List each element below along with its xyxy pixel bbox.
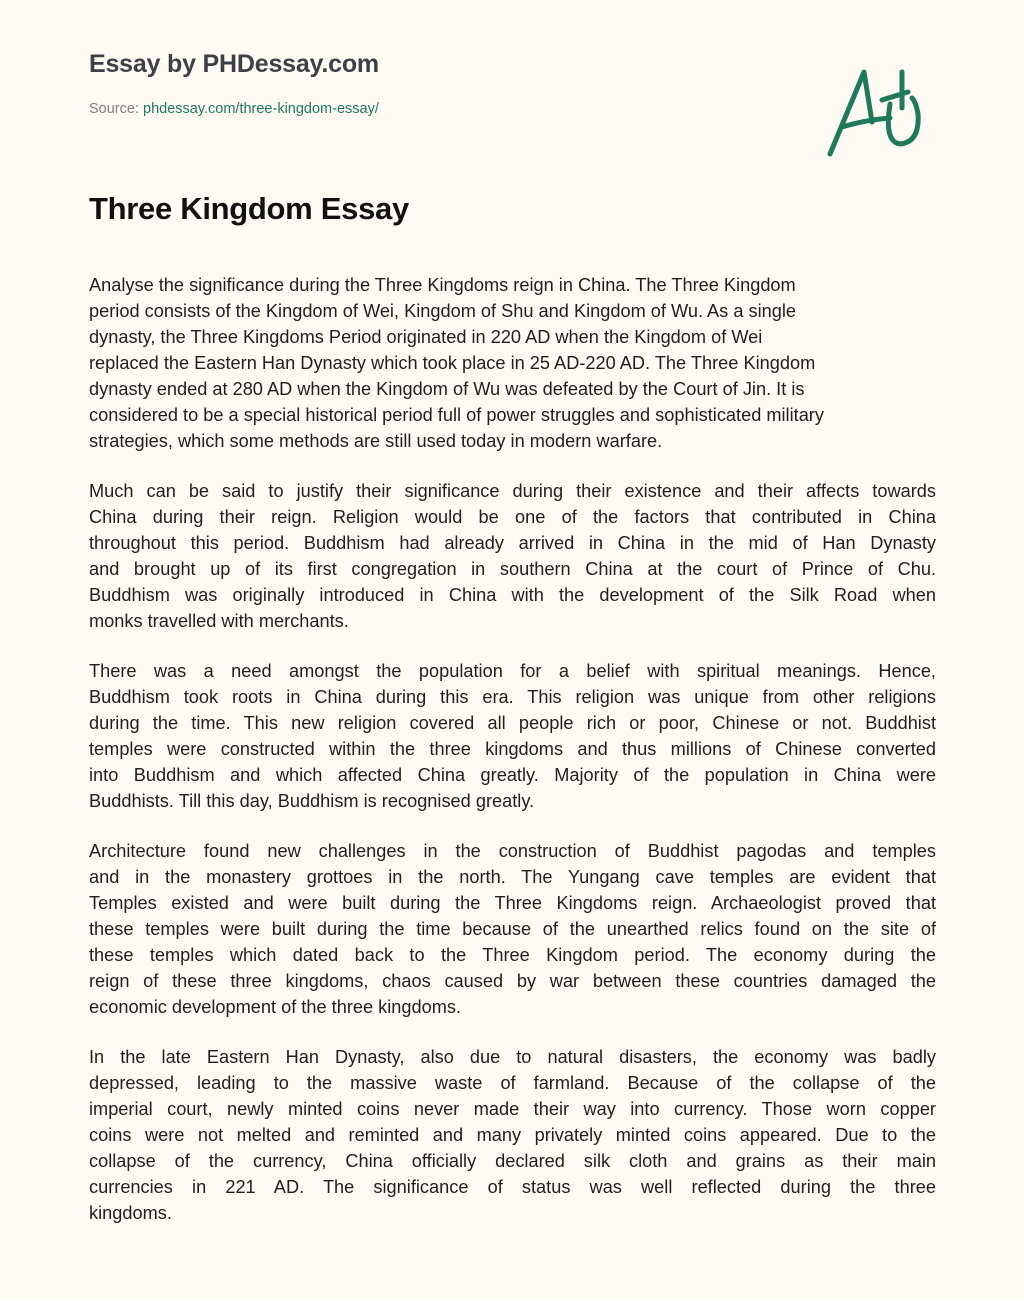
paragraph-line: monks travelled with merchants. [89,611,349,631]
paragraph-line: these temples which dated back to the Three Kingdom period. The economy during the [89,945,936,965]
paragraph-line: throughout this period. Buddhism had already arrived in China in the mid of Han Dynasty [89,533,936,553]
essay-paragraph [89,658,936,814]
paragraph-line: In the late Eastern Han Dynasty, also due to natural disasters, the economy was badly [89,1047,936,1067]
paragraph-line: kingdoms. [89,1203,172,1223]
paragraph-line: There was a need amongst the population for a belief with spiritual meanings. Hence, [89,661,936,681]
essay-paragraph [89,838,936,1020]
paragraph-line: these temples were built during the time because of the unearthed relics found on the site of [89,919,936,939]
paragraph-line: temples were constructed within the three kingdoms and thus millions of Chinese converted [89,739,936,759]
paragraph-line: dynasty, the Three Kingdoms Period originated in 220 AD when the Kingdom of Wei [89,327,763,347]
paragraph-line: during the time. This new religion covered all people rich or poor, Chinese or not. Buddhist [89,713,936,733]
essay-body [89,272,936,1300]
paragraph-line: and in the monastery grottoes in the north. The Yungang cave temples are evident that [89,867,936,887]
paragraph-line: period consists of the Kingdom of Wei, Kingdom of Shu and Kingdom of Wu. As a single [89,301,797,321]
paragraph-line: currencies in 221 AD. The significance of status was well reflected during the three [89,1177,936,1197]
paragraph-line: Buddhism was originally introduced in China with the development of the Silk Road when [89,585,936,605]
site-brand: Essay by PHDessay.com [89,50,379,78]
page-title: Three Kingdom Essay [89,191,409,226]
essay-paragraph [89,1044,936,1226]
paragraph-line: dynasty ended at 280 AD when the Kingdom of Wu was defeated by the Court of Jin. It is [89,379,805,399]
paragraph-line: replaced the Eastern Han Dynasty which took place in 25 AD-220 AD. The Three Kingdom [89,353,816,373]
paragraph-line: depressed, leading to the massive waste of farmland. Because of the collapse of the [89,1073,936,1093]
paragraph-line: Architecture found new challenges in the construction of Buddhist pagodas and temples [89,841,936,861]
paragraph-line: reign of these three kingdoms, chaos caused by war between these countries damaged the [89,971,936,991]
paragraph-line: Analyse the significance during the Three Kingdoms reign in China. The Three Kingdom [89,275,796,295]
essay-paragraph [89,478,936,634]
paragraph-line: Temples existed and were built during the Three Kingdoms reign. Archaeologist proved that [89,893,936,913]
paragraph-line: Buddhism took roots in China during this era. This religion was unique from other religions [89,687,936,707]
source-link[interactable]: phdessay.com/three-kingdom-essay/ [143,101,379,117]
paragraph-line: economic development of the three kingdoms. [89,997,462,1017]
paragraph-line: considered to be a special historical period full of power struggles and sophisticated military [89,405,824,425]
paragraph-line: coins were not melted and reminted and many privately minted coins appeared. Due to the [89,1125,936,1145]
paragraph-line: into Buddhism and which affected China greatly. Majority of the population in China were [89,765,936,785]
paragraph-line: China during their reign. Religion would be one of the factors that contributed in China [89,507,936,527]
paragraph-line: collapse of the currency, China officially declared silk cloth and grains as their main [89,1151,936,1171]
source-label: Source: [89,101,143,117]
a-plus-logo-icon [820,62,930,162]
paragraph-line: Much can be said to justify their significance during their existence and their affects towards [89,481,936,501]
source-line [89,101,379,117]
paragraph-line: and brought up of its first congregation in southern China at the court of Prince of Chu. [89,559,936,579]
paragraph-line: strategies, which some methods are still used today in modern warfare. [89,431,663,451]
paragraph-line: imperial court, newly minted coins never made their way into currency. Those worn copper [89,1099,936,1119]
page-cutoff [0,1250,1024,1298]
essay-paragraph [89,272,936,454]
paragraph-line: Buddhists. Till this day, Buddhism is recognised greatly. [89,791,535,811]
